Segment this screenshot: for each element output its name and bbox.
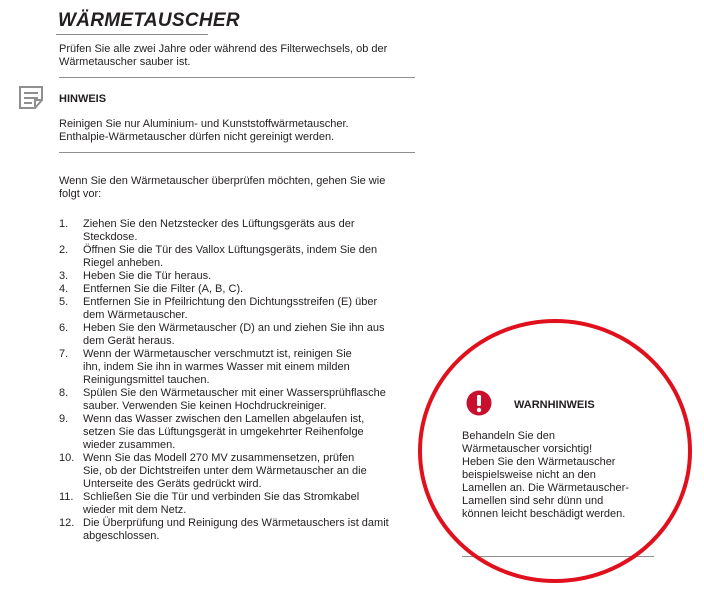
step-line: Unterseite des Geräts gedrückt wird. (83, 478, 262, 490)
step-line: Sie, ob der Dichtstreifen unter dem Wärmetauscher an die (83, 465, 367, 477)
step-line: Die Überprüfung und Reinigung des Wärmetauschers ist damit (83, 517, 389, 529)
step-line: Wenn das Wasser zwischen den Lamellen abgelaufen ist, (83, 413, 365, 425)
step-line: Steckdose. (83, 231, 138, 243)
list-item (59, 348, 429, 387)
step-number: 5. (59, 296, 69, 308)
divider (59, 77, 415, 78)
step-line: Riegel anheben. (83, 257, 164, 269)
step-line: Entfernen Sie die Filter (A, B, C). (83, 283, 244, 295)
step-number: 9. (59, 413, 69, 425)
step-line: wieder mit dem Netz. (83, 504, 187, 516)
step-line: sauber. Verwenden Sie keinen Hochdruckreiniger. (83, 400, 327, 412)
step-number: 2. (59, 244, 69, 256)
step-line: Entfernen Sie in Pfeilrichtung den Dichtungsstreifen (E) über (83, 296, 378, 308)
section-title: WÄRMETAUSCHER (58, 10, 240, 31)
step-number: 11. (59, 491, 74, 503)
warning-line: Wärmetauscher vorsichtig! (462, 443, 593, 455)
warning-line: Heben Sie den Wärmetauscher (462, 456, 616, 468)
list-item (59, 296, 429, 322)
list-item (59, 491, 429, 517)
step-number: 8. (59, 387, 69, 399)
warning-title: WARNHINWEIS (514, 399, 595, 411)
step-line: Schließen Sie die Tür und verbinden Sie das Stromkabel (83, 491, 360, 503)
step-line: ihn, indem Sie ihn in warmes Wasser mit einem milden (83, 361, 350, 373)
divider (462, 556, 654, 557)
note-line: Enthalpie-Wärmetauscher dürfen nicht gereinigt werden. (59, 131, 335, 143)
step-line: dem Wärmetauscher. (83, 309, 188, 321)
step-line: setzen Sie das Lüftungsgerät in umgekehrter Reihenfolge (83, 426, 364, 438)
list-item (59, 218, 429, 244)
note-label: HINWEIS (59, 93, 107, 105)
list-item (59, 283, 429, 296)
note-text (59, 118, 419, 144)
intro-line: Wärmetauscher sauber ist. (59, 56, 191, 68)
list-item (59, 322, 429, 348)
list-item (59, 270, 429, 283)
warning-line: können leicht beschädigt werden. (462, 508, 626, 520)
warning-line: Lamellen sind sehr dünn und (462, 495, 604, 507)
warning-line: Behandeln Sie den (462, 430, 555, 442)
note-page-icon (18, 85, 46, 111)
steps-list (59, 218, 429, 543)
intro-line: Prüfen Sie alle zwei Jahre oder während des Filterwechsels, ob der (59, 43, 388, 55)
list-item (59, 387, 429, 413)
intro-paragraph (59, 43, 419, 69)
list-item (59, 517, 429, 543)
step-line: Öffnen Sie die Tür des Vallox Lüftungsgeräts, indem Sie den (83, 244, 378, 256)
step-number: 7. (59, 348, 69, 360)
step-line: dem Gerät heraus. (83, 335, 175, 347)
step-line: Wenn der Wärmetauscher verschmutzt ist, reinigen Sie (83, 348, 352, 360)
step-number: 3. (59, 270, 69, 282)
step-line: Heben Sie die Tür heraus. (83, 270, 212, 282)
warning-line: Lamellen an. Die Wärmetauscher- (462, 482, 629, 494)
step-line: Spülen Sie den Wärmetauscher mit einer Wassersprühflasche (83, 387, 386, 399)
step-number: 1. (59, 218, 69, 230)
step-number: 6. (59, 322, 69, 334)
step-line: Heben Sie den Wärmetauscher (D) an und ziehen Sie ihn aus (83, 322, 385, 334)
step-number: 10. (59, 452, 75, 464)
step-line: Wenn Sie das Modell 270 MV zusammensetzen, prüfen (83, 452, 355, 464)
lead-paragraph (59, 175, 429, 201)
step-line: Ziehen Sie den Netzstecker des Lüftungsgeräts aus der (83, 218, 355, 230)
divider (59, 152, 415, 153)
note-line: Reinigen Sie nur Aluminium- und Kunststoffwärmetauscher. (59, 118, 349, 130)
list-item (59, 413, 429, 452)
step-line: Reinigungsmittel tauchen. (83, 374, 210, 386)
step-number: 4. (59, 283, 69, 295)
list-item (59, 452, 429, 491)
step-line: wieder zusammen. (83, 439, 176, 451)
list-item (59, 244, 429, 270)
step-line: abgeschlossen. (83, 530, 160, 542)
step-number: 12. (59, 517, 75, 529)
exclamation-icon (466, 390, 492, 416)
warning-text (462, 430, 658, 521)
lead-line: folgt vor: (59, 188, 102, 200)
warning-line: beispielsweise nicht an den (462, 469, 596, 481)
title-underline (56, 34, 208, 35)
lead-line: Wenn Sie den Wärmetauscher überprüfen möchten, gehen Sie wie (59, 175, 386, 187)
